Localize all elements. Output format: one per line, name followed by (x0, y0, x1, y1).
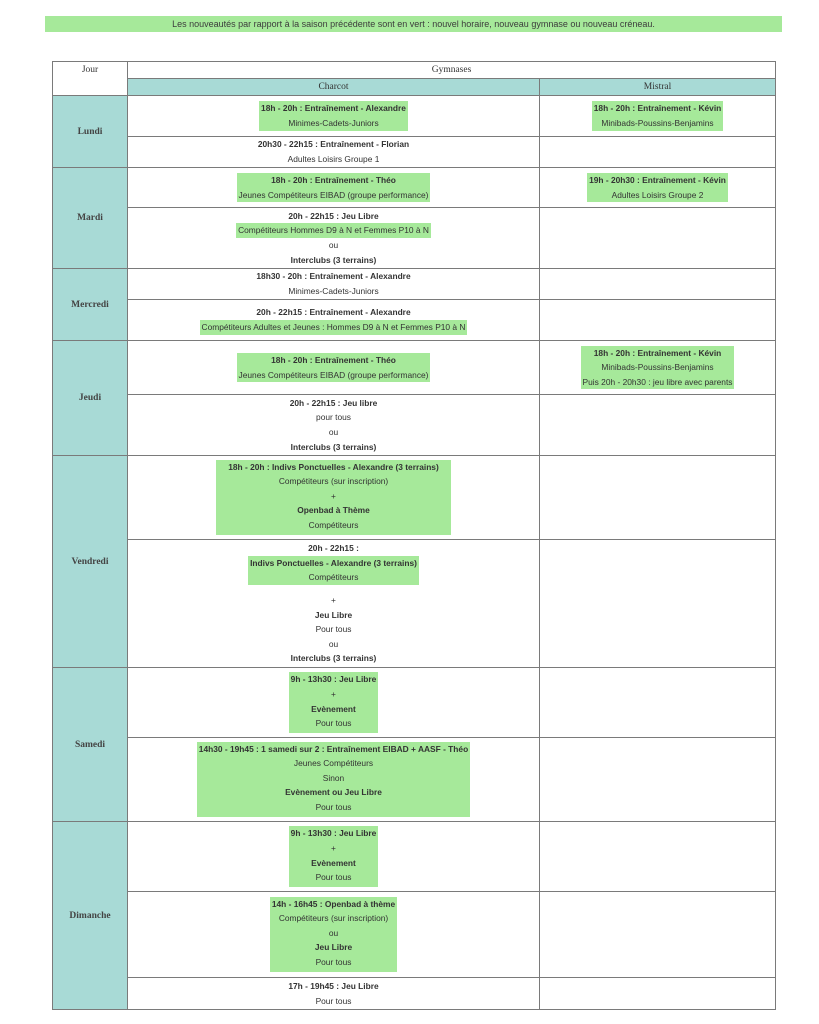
slot-line: Interclubs (3 terrains) (290, 653, 377, 664)
new-slot-highlight (289, 826, 379, 886)
slot-empty (540, 137, 776, 168)
slot-empty (540, 738, 776, 822)
header-mistral: Mistral (540, 79, 776, 96)
slot-empty (540, 668, 776, 738)
schedule-table (52, 61, 776, 1010)
slot-title: 18h30 - 20h : Entraînement - Alexandre (256, 271, 411, 282)
slot-group: Jeunes Compétiteurs EIBAD (groupe performance) (238, 189, 429, 200)
slot-empty (540, 540, 776, 668)
slot-lundi-mistral-1 (540, 96, 776, 137)
slot-line: Openbad à Thème (297, 505, 370, 516)
slot-line: + (331, 594, 336, 605)
slot-title: 14h - 16h45 : Openbad à thème (271, 898, 396, 909)
slot-empty (540, 395, 776, 456)
spacer (128, 585, 539, 593)
header-jour: Jour (53, 62, 128, 96)
slot-line: Jeu Libre (314, 942, 353, 953)
slot-line: Interclubs (3 terrains) (290, 254, 377, 265)
slot-title: 20h - 22h15 : Jeu libre (289, 397, 378, 408)
slot-line: Jeunes Compétiteurs (293, 758, 374, 769)
slot-mardi-mistral-1 (540, 168, 776, 208)
slot-group: Adultes Loisirs Groupe 1 (287, 154, 380, 164)
slot-mardi-charcot-1 (128, 168, 540, 208)
slot-title: 9h - 13h30 : Jeu Libre (290, 674, 377, 685)
slot-title: 20h - 22h15 : Jeu Libre (288, 210, 379, 221)
slot-jeudi-charcot-1 (128, 341, 540, 395)
slot-dimanche-charcot-1 (128, 822, 540, 892)
header-charcot: Charcot (128, 79, 540, 96)
slot-empty (540, 978, 776, 1010)
slot-empty (540, 300, 776, 341)
slot-line: Interclubs (3 terrains) (290, 441, 377, 452)
slot-line: Compétiteurs (sur inscription) (278, 913, 389, 924)
slot-title: 18h - 20h : Entraînement - Kévin (593, 103, 722, 114)
slot-title: 20h - 22h15 : (308, 543, 359, 554)
slot-line: Pour tous (315, 718, 352, 729)
slot-empty (540, 456, 776, 540)
slot-line: Evènement (311, 857, 356, 868)
slot-line: Pour tous (315, 801, 352, 812)
new-slot-highlight (259, 101, 408, 130)
slot-mardi-charcot-2 (128, 208, 540, 269)
slot-line: Pour tous (315, 956, 352, 967)
new-slot-highlight (587, 173, 728, 202)
slot-title: 20h30 - 22h15 : Entraînement - Florian (257, 139, 410, 150)
new-slot-highlight: Compétiteurs Adultes et Jeunes : Hommes D9 à N et Femmes P10 à N (200, 320, 468, 335)
slot-title: 17h - 19h45 : Jeu Libre (288, 980, 379, 991)
slot-title: 14h30 - 19h45 : 1 samedi sur 2 : Entraînement EIBAD + AASF - Théo (198, 743, 469, 754)
slot-samedi-charcot-2 (128, 738, 540, 822)
new-slot-highlight: Compétiteurs Hommes D9 à N et Femmes P10 à N (236, 223, 431, 238)
new-slot-highlight (592, 101, 724, 130)
slot-title: 18h - 20h : Entraînement - Alexandre (261, 103, 406, 114)
slot-dimanche-charcot-3 (128, 978, 540, 1010)
slot-title: 18h - 20h : Entraînement - Théo (271, 174, 396, 185)
slot-group: Minibads-Poussins-Benjamins (601, 118, 714, 128)
slot-line: Evènement (311, 703, 356, 714)
header-gymnases: Gymnases (128, 62, 776, 79)
new-slot-highlight (270, 897, 397, 973)
slot-group: Jeunes Compétiteurs EIBAD (groupe performance) (238, 369, 429, 380)
slot-line: Compétiteurs (308, 572, 359, 583)
slot-empty (540, 892, 776, 978)
slot-line: Pour tous (315, 995, 352, 1006)
slot-jeudi-charcot-2 (128, 395, 540, 456)
slot-mercredi-charcot-2 (128, 300, 540, 341)
day-samedi: Samedi (53, 668, 128, 822)
slot-line: Pour tous (315, 872, 352, 883)
slot-line: Evènement ou Jeu Libre (285, 787, 382, 798)
day-vendredi: Vendredi (53, 456, 128, 668)
slot-vendredi-charcot-2 (128, 540, 540, 668)
slot-group: Adultes Loisirs Groupe 2 (611, 189, 704, 200)
new-slot-highlight (248, 556, 419, 585)
day-lundi: Lundi (53, 96, 128, 168)
slot-group: Minimes-Cadets-Juniors (288, 118, 379, 128)
new-slot-highlight (237, 353, 431, 382)
slot-line: Sinon (322, 772, 345, 783)
slot-title: 9h - 13h30 : Jeu Libre (290, 828, 377, 839)
slot-title: 19h - 20h30 : Entraînement - Kévin (589, 174, 726, 185)
slot-dimanche-charcot-2 (128, 892, 540, 978)
slot-line: ou (328, 638, 339, 649)
slot-line: ou (328, 427, 339, 437)
slot-lundi-charcot-1 (128, 96, 540, 137)
new-slot-highlight (289, 672, 379, 732)
slot-group: Minibads-Poussins-Benjamins (601, 362, 714, 373)
slot-group: Minimes-Cadets-Juniors (288, 286, 379, 296)
slot-line: Compétiteurs (sur inscription) (278, 476, 389, 487)
slot-mercredi-charcot-1 (128, 269, 540, 300)
slot-title: 18h - 20h : Entraînement - Théo (271, 354, 396, 365)
slot-line: ou (328, 240, 339, 250)
new-slot-highlight (581, 346, 735, 390)
day-mardi: Mardi (53, 168, 128, 269)
slot-line: + (331, 490, 336, 501)
slot-line: Compétiteurs (308, 519, 359, 530)
new-slot-highlight (237, 173, 431, 202)
new-items-banner: Les nouveautés par rapport à la saison précédente sont en vert : nouvel horaire, nouveau gymnase ou nouveau créneau. (45, 16, 782, 32)
new-slot-highlight (216, 460, 451, 536)
slot-line: ou (328, 927, 339, 938)
slot-title: 18h - 20h : Entraînement - Kévin (593, 347, 722, 358)
slot-line: pour tous (316, 412, 351, 423)
day-dimanche: Dimanche (53, 822, 128, 1010)
slot-line: Pour tous (315, 624, 352, 635)
slot-line: + (331, 842, 336, 853)
slot-empty (540, 269, 776, 300)
slot-line: Puis 20h - 20h30 : jeu libre avec parents (582, 376, 733, 387)
slot-jeudi-mistral-1 (540, 341, 776, 395)
slot-line: + (331, 688, 336, 699)
slot-empty (540, 822, 776, 892)
day-mercredi: Mercredi (53, 269, 128, 341)
slot-title: 20h - 22h15 : Entraînement - Alexandre (256, 307, 411, 318)
slot-title: 18h - 20h : Indivs Ponctuelles - Alexandre (3 terrains) (228, 461, 439, 472)
slot-lundi-charcot-2 (128, 137, 540, 168)
day-jeudi: Jeudi (53, 341, 128, 456)
new-slot-highlight (197, 742, 470, 818)
slot-empty (540, 208, 776, 269)
slot-line: Jeu Libre (314, 609, 353, 620)
slot-samedi-charcot-1 (128, 668, 540, 738)
slot-vendredi-charcot-1 (128, 456, 540, 540)
slot-line: Indivs Ponctuelles - Alexandre (3 terrains) (250, 557, 417, 568)
